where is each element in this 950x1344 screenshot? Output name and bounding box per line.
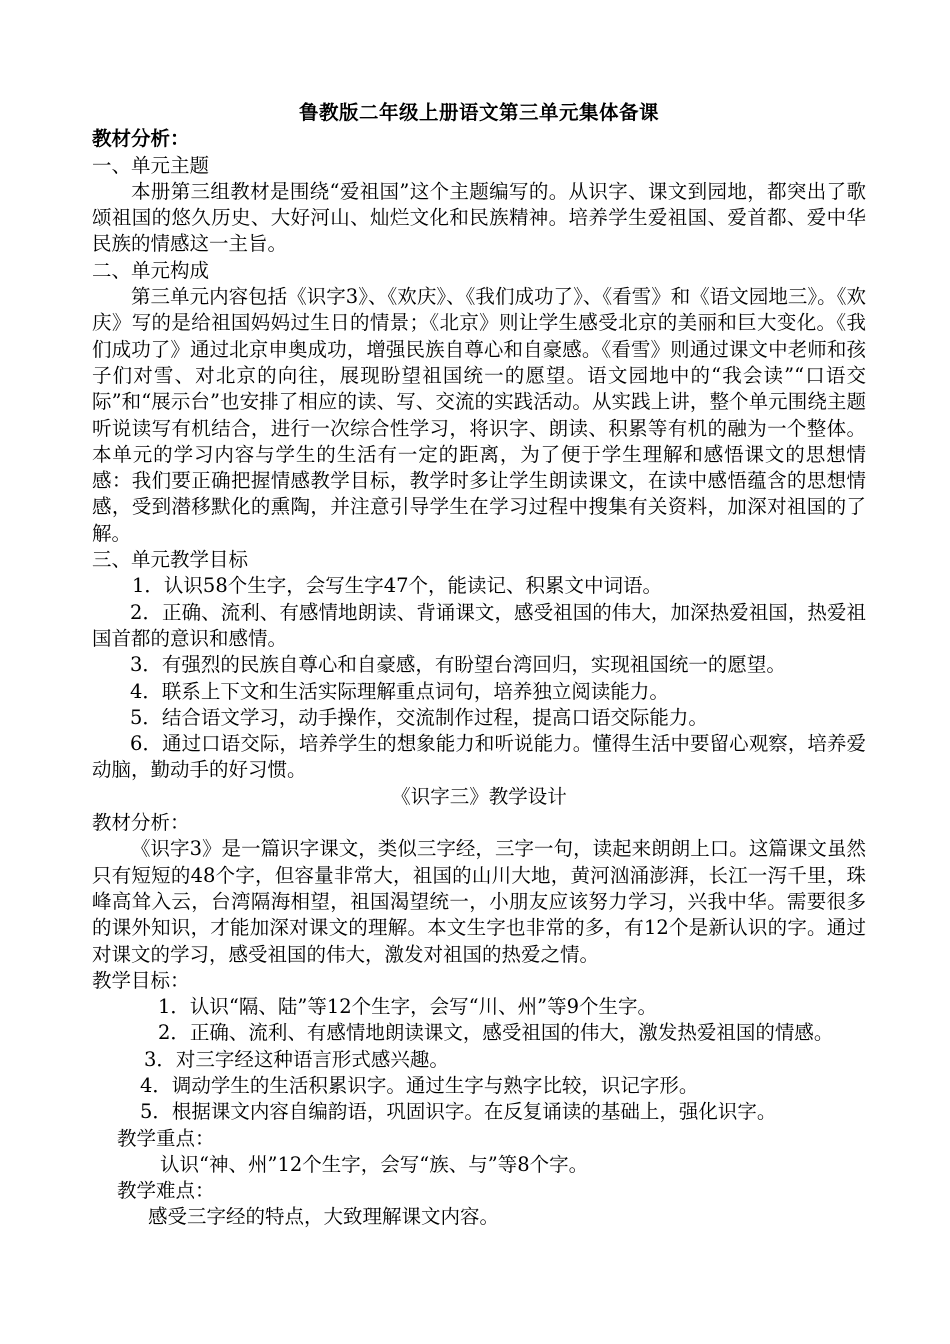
lesson-analysis-paragraph: 《识字3》是一篇识字课文，类似三字经，三字一句，读起来朗朗上口。这篇课文虽然只有短短的48个字，但容量非常大，祖国的山川大地，黄河汹涌澎湃，长江一泻千里，珠峰高耸入云，台湾隔海相望，祖国渴望统一，小朋友应该努力学习，兴我中华。需要很多的课外知识，才能加深对课文的理解。本文生字也非常的多，有12个是新认识的字。通过对课文的学习，感受祖国的伟大，激发对祖国的热爱之情。 xyxy=(92,837,866,966)
heading-unit-goals: 三、单元教学目标 xyxy=(92,548,249,572)
paragraph-unit-theme: 本册第三组教材是围绕“爱祖国”这个主题编写的。从识字、课文到园地，都突出了歌颂祖国的悠久历史、大好河山、灿烂文化和民族精神。培养学生爱祖国、爱首都、爱中华民族的情感这一主旨。 xyxy=(92,179,866,256)
lesson-goal-3: 3．对三字经这种语言形式感兴趣。 xyxy=(144,1047,449,1071)
unit-goal-3: 3．有强烈的民族自尊心和自豪感，有盼望台湾回归，实现祖国统一的愿望。 xyxy=(130,653,786,677)
lesson-title: 《识字三》教学设计 xyxy=(391,784,567,808)
difficulties-label: 教学难点： xyxy=(117,1179,215,1203)
key-points-label: 教学重点： xyxy=(117,1126,215,1150)
unit-goal-4: 4．联系上下文和生活实际理解重点词句，培养独立阅读能力。 xyxy=(130,679,669,703)
heading-unit-theme: 一、单元主题 xyxy=(92,153,210,177)
lesson-goal-2: 2．正确、流利、有感情地朗读课文，感受祖国的伟大，激发热爱祖国的情感。 xyxy=(158,1021,834,1045)
document-page xyxy=(92,100,866,1231)
paragraph-unit-structure: 第三单元内容包括《识字3》、《欢庆》、《我们成功了》、《看雪》和《语文园地三》。《欢庆》写的是给祖国妈妈过生日的情景；《北京》则让学生感受北京的美丽和巨大变化。《我们成功了》通过北京申奥成功，增强民族自尊心和自豪感。《看雪》则通过课文中老师和孩子们对雪、对北京的向往，展现盼望祖国统一的愿望。语文园地中的“我会读”“口语交际”和“展示台”也安排了相应的读、写、交流的实践活动。从实践上讲，整个单元围绕主题听说读写有机结合，进行一次综合性学习，将识字、朗读、积累等有机的融为一个整体。本单元的学习内容与学生的生活有一定的距离，为了便于学生理解和感悟课文的思想情感：我们要正确把握情感教学目标，教学时多让学生朗读课文，在读中感悟蕴含的思想情感，受到潜移默化的熏陶，并注意引导学生在学习过程中搜集有关资料，加深对祖国的了解。 xyxy=(92,285,866,545)
unit-goal-1: 1．认识58个生字，会写生字47个，能读记、积累文中词语。 xyxy=(132,574,663,598)
heading-unit-structure: 二、单元构成 xyxy=(92,258,210,282)
key-points-text: 认识“神、州”12个生字，会写“族、与”等8个字。 xyxy=(160,1152,589,1176)
lesson-goal-1: 1．认识“隔、陆”等12个生字，会写“川、州”等9个生字。 xyxy=(158,995,658,1019)
unit-goal-2: 2．正确、流利、有感情地朗读、背诵课文，感受祖国的伟大，加深热爱祖国，热爱祖国首都的意识和感情。 xyxy=(92,600,866,650)
unit-goal-5: 5．结合语文学习，动手操作，交流制作过程，提高口语交际能力。 xyxy=(130,705,708,729)
section-heading-textbook-analysis: 教材分析： xyxy=(92,127,190,151)
document-title: 鲁教版二年级上册语文第三单元集体备课 xyxy=(298,101,659,124)
unit-goal-6: 6．通过口语交际，培养学生的想象能力和听说能力。懂得生活中要留心观察，培养爱动脑，勤动手的好习惯。 xyxy=(92,732,866,782)
difficulties-text: 感受三字经的特点，大致理解课文内容。 xyxy=(148,1205,500,1229)
lesson-goal-4: 4．调动学生的生活积累识字。通过生字与熟字比较，识记字形。 xyxy=(140,1073,699,1097)
lesson-goals-label: 教学目标： xyxy=(92,968,190,992)
lesson-analysis-label: 教材分析： xyxy=(92,811,190,835)
lesson-goal-5: 5．根据课文内容自编韵语，巩固识字。在反复诵读的基础上，强化识字。 xyxy=(140,1100,777,1124)
